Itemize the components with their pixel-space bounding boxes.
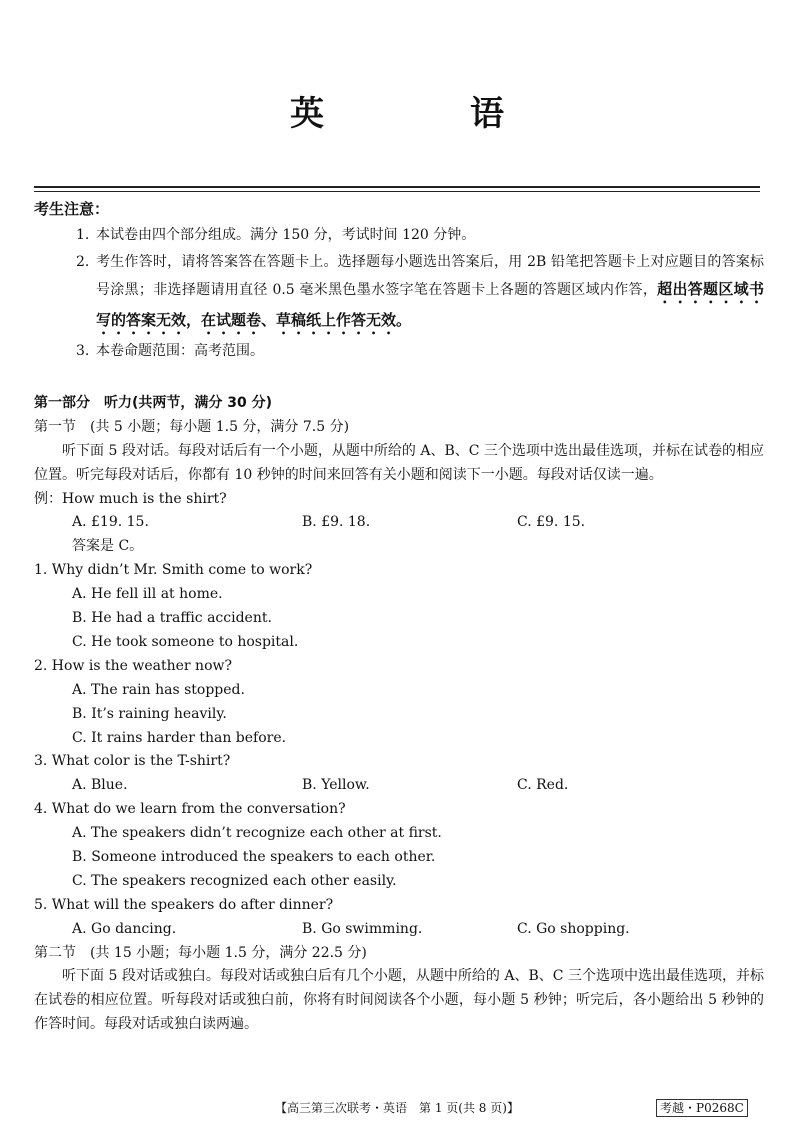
- header-rule-thin: [34, 191, 760, 192]
- question-1: 1. Why didn’t Mr. Smith come to work?: [34, 562, 313, 579]
- option-c: C. Go shopping.: [517, 920, 630, 937]
- question-4: 4. What do we learn from the conversation?: [34, 801, 346, 818]
- question-3: 3. What color is the T-shirt?: [34, 753, 231, 770]
- exam-title: 英 语: [290, 94, 560, 134]
- option-b: B. Go swimming.: [302, 920, 423, 937]
- option-a: A. The rain has stopped.: [72, 681, 245, 698]
- example-options: [34, 511, 764, 535]
- question-2: 2. How is the weather now?: [34, 657, 232, 674]
- example-answer: 答案是 C。: [72, 538, 144, 555]
- section-heading: 第一节 (共 5 小题；每小题 1.5 分，满分 7.5 分): [34, 418, 350, 435]
- option-c: C. Red.: [517, 777, 569, 794]
- notice-item-text-plain: 考生作答时，请将答案答在答题卡上。选择题每小题选出答案后，用 2B 铅笔把答题卡上对应题目的答案标号涂黑；非选择题请用直径 0.5 毫米黑色墨水签字笔在答题卡上各题的答题区域内作答，: [96, 254, 764, 298]
- header-rule-thick: [34, 186, 760, 188]
- example-question: 例：How much is the shirt?: [34, 490, 227, 507]
- notice-item-text: 本卷命题范围：高考范围。: [96, 343, 264, 359]
- section-heading: 第二节 (共 15 小题；每小题 1.5 分，满分 22.5 分): [34, 944, 367, 961]
- option-b: B. £9. 18.: [302, 514, 371, 531]
- page-footer: 【高三第三次联考・英语 第 1 页(共 8 页)】: [275, 1101, 519, 1115]
- notice-item-number: 3.: [76, 343, 90, 359]
- option-a: A. The speakers didn’t recognize each other at first.: [72, 825, 442, 842]
- option-c: C. He took someone to hospital.: [72, 633, 299, 650]
- section-intro: 听下面 5 段对话。每段对话后有一个小题，从题中所给的 A、B、C 三个选项中选出最佳选项，并标在试卷的相应位置。听完每段对话后，你都有 10 秒钟的时间来回答有关小题和阅读下一小题。每段对话仅读一遍。: [34, 442, 764, 483]
- notice-item-text: [78, 249, 764, 338]
- option-b: B. It’s raining heavily.: [72, 705, 227, 722]
- notice-heading: 考生注意：: [34, 200, 110, 218]
- listening-part: [34, 392, 764, 1037]
- option-c: C. £9. 15.: [517, 514, 586, 531]
- notice-item: [34, 338, 764, 365]
- option-b: B. Yellow.: [302, 777, 370, 794]
- part-heading: 第一部分 听力(共两节，满分 30 分): [34, 395, 273, 411]
- section-intro: 听下面 5 段对话或独白。每段对话或独白后有几个小题，从题中所给的 A、B、C 三个选项中选出最佳选项，并标在试卷的相应位置。听每段对话或独白前，你将有时间阅读各个小题，每小题 5 秒钟；听完后，各小题给出 5 秒钟的作答时间。每段对话或独白读两遍。: [34, 968, 764, 1033]
- notice-list: [34, 222, 764, 365]
- option-c: C. It rains harder than before.: [72, 729, 287, 746]
- option-a: A. He fell ill at home.: [72, 586, 223, 603]
- option-a: A. Go dancing.: [72, 920, 177, 937]
- notice-item-text: 本试卷由四个部分组成。满分 150 分，考试时间 120 分钟。: [96, 227, 476, 243]
- paper-code-badge: 考越・P0268C: [656, 1099, 748, 1117]
- question-5-options: [34, 918, 764, 942]
- notice-item-number: 1.: [76, 227, 90, 243]
- notice-item-text-emphasis: 超出答题区域书写的答案无效，在试题卷、草稿纸上作答无效。: [96, 280, 764, 329]
- option-c: C. The speakers recognized each other easily.: [72, 872, 397, 889]
- option-a: A. Blue.: [72, 777, 128, 794]
- option-b: B. Someone introduced the speakers to each other.: [72, 848, 436, 865]
- notice-item: [34, 249, 764, 338]
- question-3-options: [34, 774, 764, 798]
- option-a: A. £19. 15.: [72, 514, 149, 531]
- notice-item: [34, 222, 764, 249]
- option-b: B. He had a traffic accident.: [72, 610, 272, 627]
- question-5: 5. What will the speakers do after dinner?: [34, 896, 334, 913]
- notice-item-number: 2.: [76, 254, 90, 270]
